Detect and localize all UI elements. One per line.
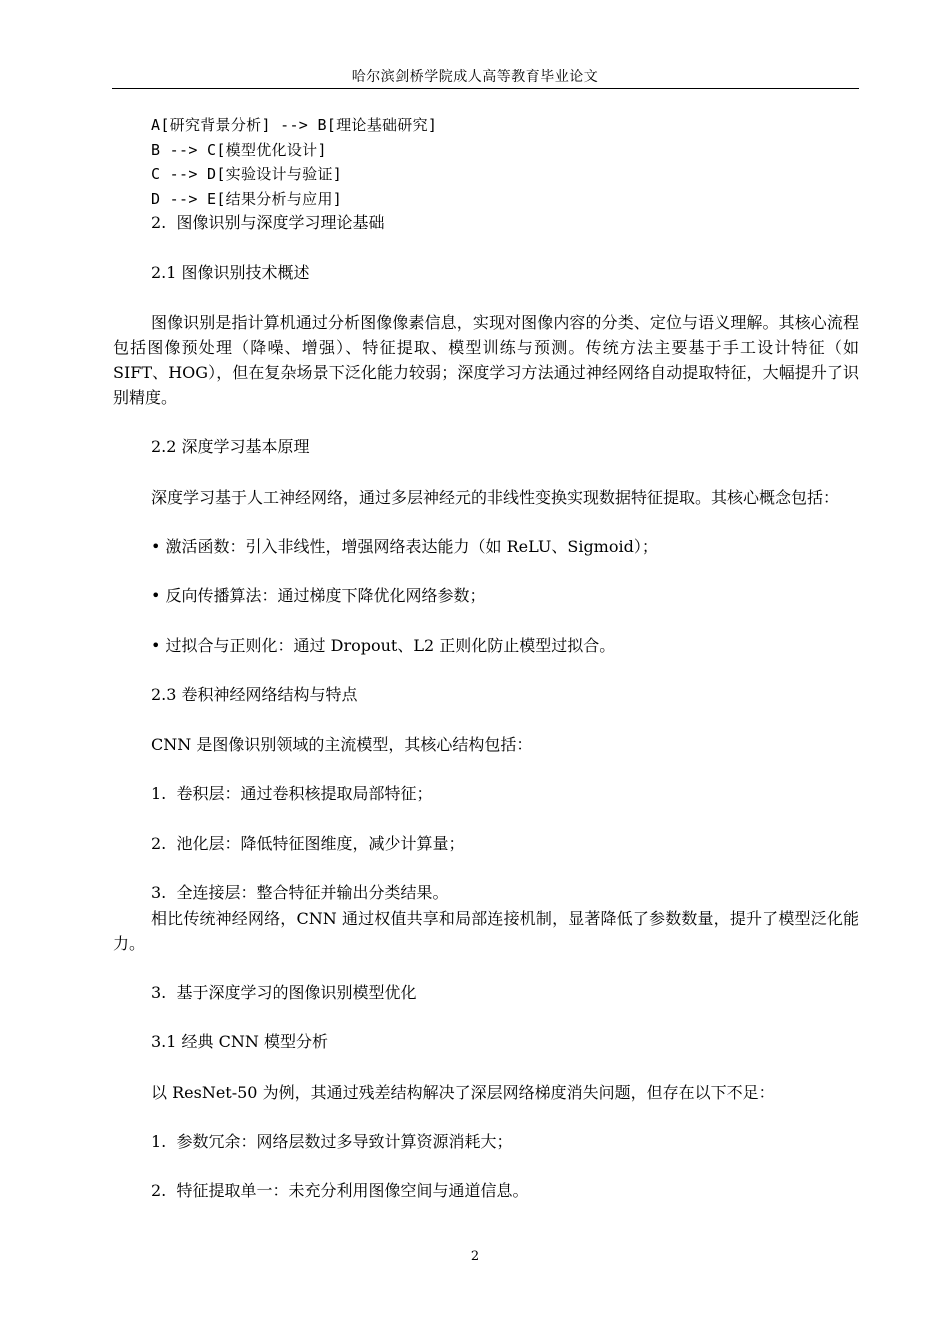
bullet-item: • 激活函数：引入非线性，增强网络表达能力（如 ReLU、Sigmoid）； xyxy=(151,536,658,556)
subsection-heading: 2.1 图像识别技术概述 xyxy=(151,262,310,282)
section-heading: 2. 图像识别与深度学习理论基础 xyxy=(151,213,385,232)
list-item: 1. 参数冗余：网络层数过多导致计算资源消耗大； xyxy=(151,1131,513,1151)
subsection-heading: 2.2 深度学习基本原理 xyxy=(151,437,310,456)
list-item: 2. 池化层：降低特征图维度，减少计算量； xyxy=(151,833,465,853)
subsection-heading: 3.1 经典 CNN 模型分析 xyxy=(151,1032,328,1051)
paragraph: CNN 是图像识别领域的主流模型，其核心结构包括： xyxy=(151,734,533,754)
subsection-heading: 2.3 卷积神经网络结构与特点 xyxy=(151,685,358,704)
flow-line: B --> C[模型优化设计] xyxy=(151,140,327,159)
bullet-item: • 反向传播算法：通过梯度下降优化网络参数； xyxy=(151,586,486,605)
flow-line: A[研究背景分析] --> B[理论基础研究] xyxy=(151,116,438,134)
list-item: 1. 卷积层：通过卷积核提取局部特征； xyxy=(151,784,433,803)
paragraph: 深度学习基于人工神经网络，通过多层神经元的非线性变换实现数据特征提取。其核心概念包括： xyxy=(151,487,840,507)
paragraph: 以 ResNet-50 为例，其通过残差结构解决了深层网络梯度消失问题，但存在以下不足： xyxy=(151,1082,775,1102)
flow-line: D --> E[结果分析与应用] xyxy=(151,189,343,208)
paragraph: 图像识别是指计算机通过分析图像像素信息，实现对图像内容的分类、定位与语义理解。其核心流程包括图像预处理（降噪、增强）、特征提取、模型训练与预测。传统方法主要基于手工设计特征（如 SIFT、HOG），但在复杂场景下泛化能力较弱；深度学习方法通过神经网络自动提取特征，大幅提升了识别精度。 xyxy=(113,313,859,407)
section-heading: 3. 基于深度学习的图像识别模型优化 xyxy=(151,982,417,1002)
list-item: 2. 特征提取单一：未充分利用图像空间与通道信息。 xyxy=(151,1181,529,1200)
list-item: 3. 全连接层：整合特征并输出分类结果。 xyxy=(151,883,449,902)
flow-line: C --> D[实验设计与验证] xyxy=(151,165,343,183)
header-rule xyxy=(112,88,859,89)
paragraph: 相比传统神经网络，CNN 通过权值共享和局部连接机制，显著降低了参数数量，提升了模型泛化能力。 xyxy=(113,908,859,953)
bullet-item: • 过拟合与正则化：通过 Dropout、L2 正则化防止模型过拟合。 xyxy=(151,635,616,655)
page-number: 2 xyxy=(470,1249,480,1264)
page-body xyxy=(113,113,859,1204)
running-header: 哈尔滨剑桥学院成人高等教育毕业论文 xyxy=(351,69,599,85)
